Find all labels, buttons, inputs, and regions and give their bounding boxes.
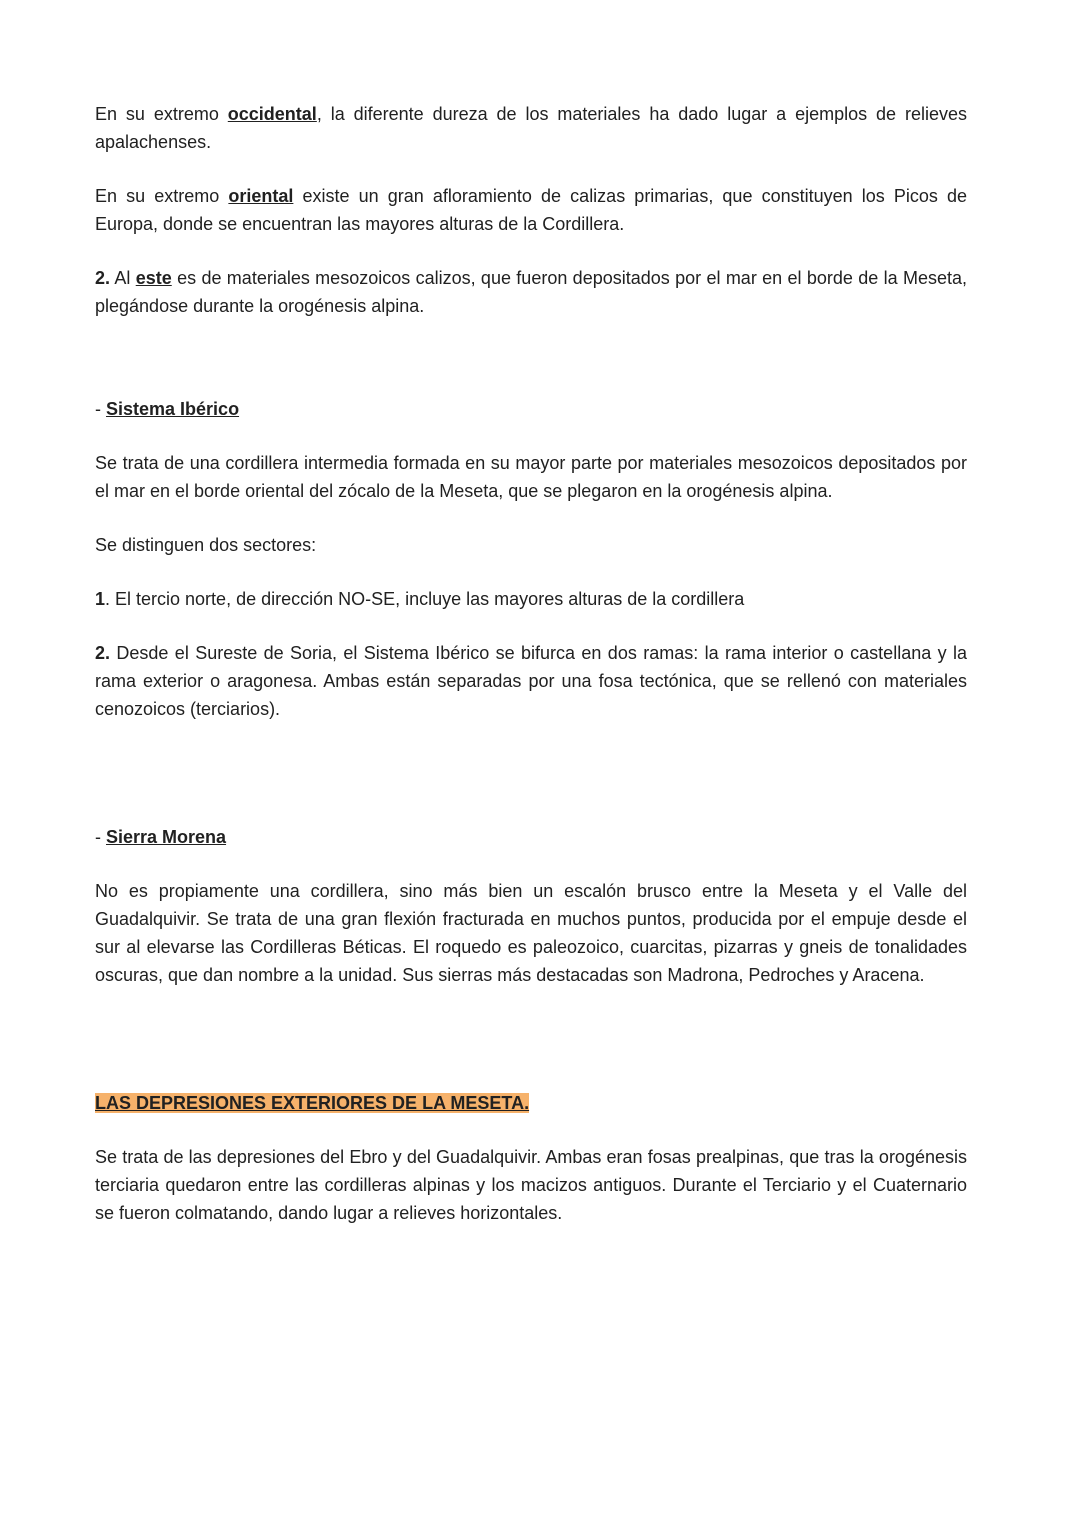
text-run: Se distinguen dos sectores: xyxy=(95,535,317,555)
paragraph-oriental xyxy=(95,182,967,238)
text-run: , la diferente dureza de los materiales ha dado lugar a ejemplos de relieves apalachenses. xyxy=(95,104,967,152)
paragraph-este xyxy=(95,264,967,320)
paragraph-occidental xyxy=(95,100,967,156)
bold-number-run: 2. xyxy=(95,268,111,288)
paragraph-sistema-iberico-intro xyxy=(95,449,967,505)
highlighted-heading-text: LAS DEPRESIONES EXTERIORES DE LA MESETA. xyxy=(95,1093,530,1113)
bold-number-run: 2. xyxy=(95,643,111,663)
paragraph-dos-sectores xyxy=(95,531,967,559)
paragraph-sector-1 xyxy=(95,585,967,613)
text-run: . El tercio norte, de dirección NO-SE, incluye las mayores alturas de la cordillera xyxy=(105,589,745,609)
section-heading-depresiones xyxy=(95,1089,967,1117)
text-run: Desde el Sureste de Soria, el Sistema Ibérico se bifurca en dos ramas: la rama interior o castellana y la rama exterior o aragonesa. Ambas están separadas por una fosa tectónica, que se rellenó con materiales cenozoicos (terciarios). xyxy=(95,643,967,719)
text-run: es de materiales mesozoicos calizos, que fueron depositados por el mar en el borde de la Meseta, plegándose durante la orogénesis alpina. xyxy=(95,268,967,316)
text-run: Se trata de las depresiones del Ebro y del Guadalquivir. Ambas eran fosas prealpinas, que tras la orogénesis terciaria quedaron entre las cordilleras alpinas y los macizos antiguos. Durante el Terciario y el Cuaternario se fueron colmatando, dando lugar a relieves horizontales. xyxy=(95,1147,967,1223)
bold-underline-run-este: este xyxy=(135,268,172,288)
text-run: No es propiamente una cordillera, sino más bien un escalón brusco entre la Meseta y el Valle del Guadalquivir. Se trata de una gran flexión fracturada en muchos puntos, producida por el empuje desde el sur al elevarse las Cordilleras Béticas. El roquedo es paleozoico, cuarcitas, pizarras y gneis de tonalidades oscuras, que dan nombre a la unidad. Sus sierras más destacadas son Madrona, Pedroches y Aracena. xyxy=(95,881,967,985)
bold-number-run: 1 xyxy=(95,589,106,609)
paragraph-sierra-morena xyxy=(95,877,967,989)
heading-dash: - xyxy=(95,399,106,419)
heading-dash: - xyxy=(95,827,106,847)
text-run: Al xyxy=(110,268,136,288)
text-run: Se trata de una cordillera intermedia formada en su mayor parte por materiales mesozoicos depositados por el mar en el borde oriental del zócalo de la Meseta, que se plegaron en la orogénesis alpina. xyxy=(95,453,967,501)
bold-underline-run-oriental: oriental xyxy=(228,186,294,206)
text-run: existe un gran afloramiento de calizas primarias, que constituyen los Picos de Europa, donde se encuentran las mayores alturas de la Cordillera. xyxy=(95,186,967,234)
paragraph-depresiones xyxy=(95,1143,967,1227)
section-heading-sistema-iberico xyxy=(95,395,967,423)
paragraph-sector-2 xyxy=(95,639,967,723)
heading-text: Sistema Ibérico xyxy=(106,399,240,419)
text-run: En su extremo xyxy=(95,104,228,124)
heading-text: Sierra Morena xyxy=(106,827,227,847)
bold-underline-run-occidental: occidental xyxy=(227,104,317,124)
section-heading-sierra-morena xyxy=(95,823,967,851)
text-run: En su extremo xyxy=(95,186,229,206)
